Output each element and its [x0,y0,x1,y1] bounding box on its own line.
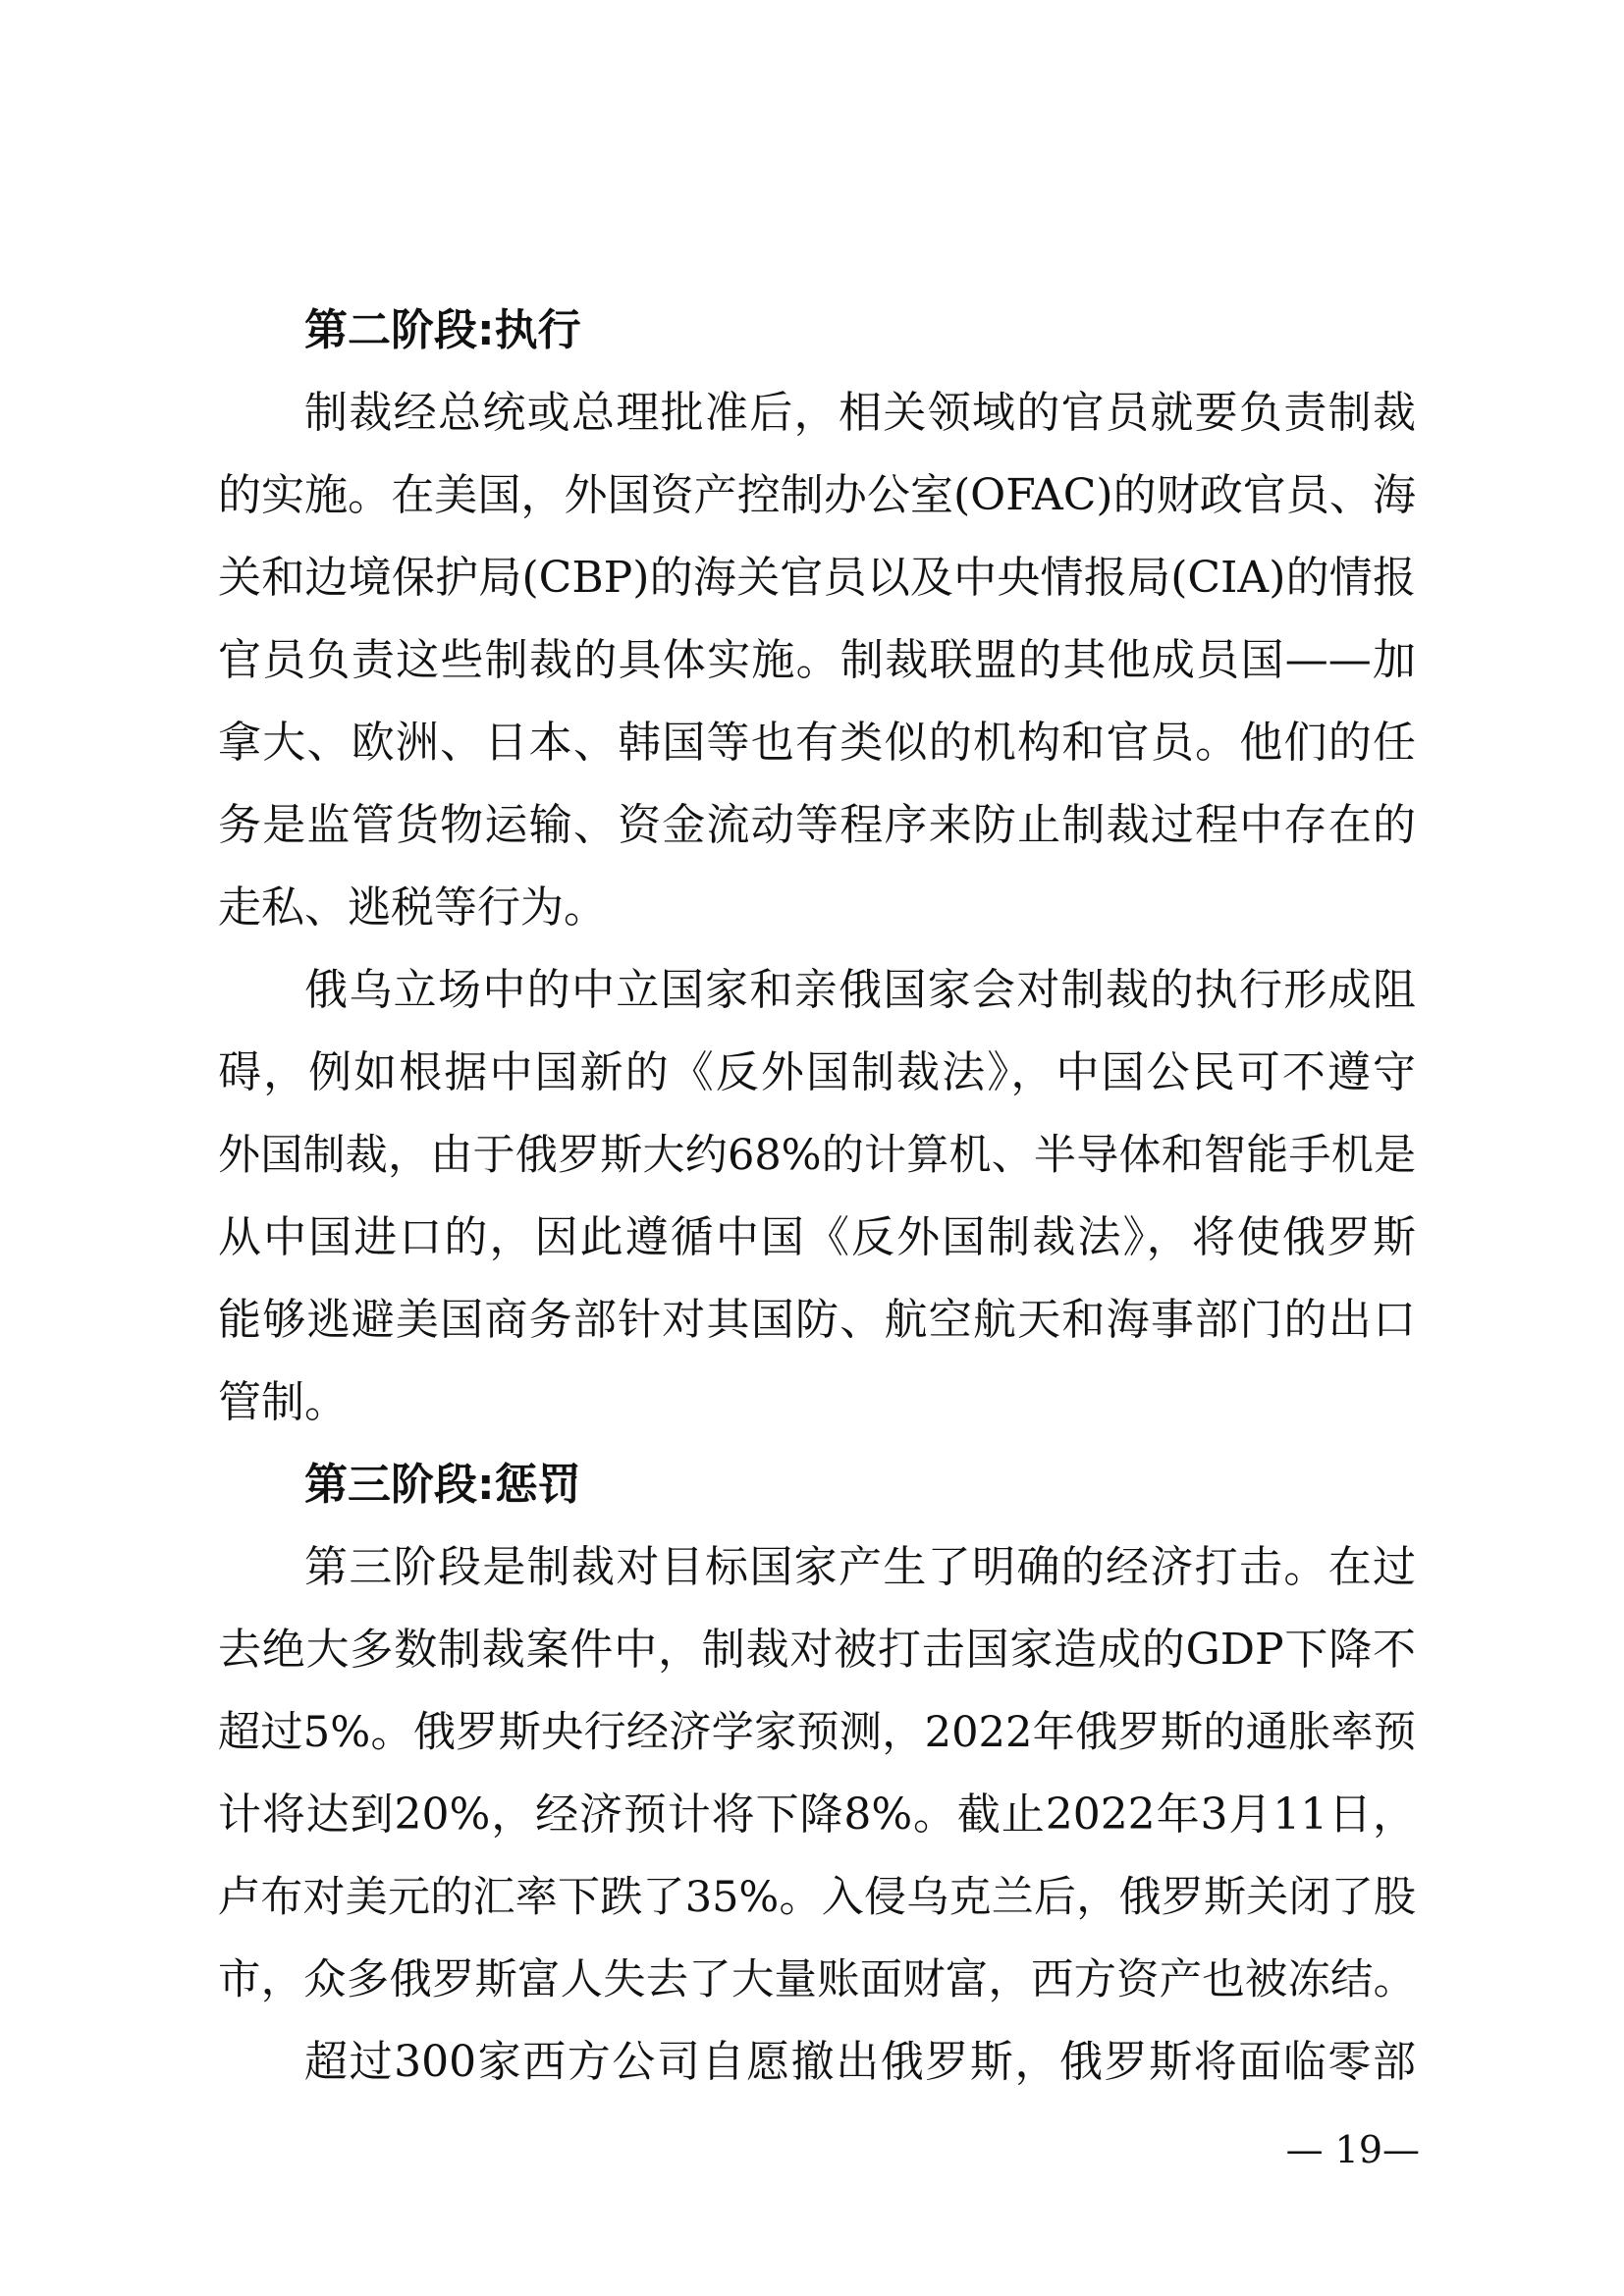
text-line: 管制。 [218,1377,348,1427]
text-line: 关和边境保护局(CBP)的海关官员以及中央情报局(CIA)的情报 [218,553,1416,603]
page-number: — 19— [1285,2128,1420,2171]
text-line: 超过300家西方公司自愿撤出俄罗斯，俄罗斯将面临零部 [304,2037,1416,2087]
text-line: 能够逃避美国商务部针对其国防、航空航天和海事部门的出口 [218,1295,1416,1345]
text-line: 拿大、欧洲、日本、韩国等也有类似的机构和官员。他们的任 [218,718,1416,768]
text-line: 卢布对美元的汇率下跌了35%。入侵乌克兰后，俄罗斯关闭了股 [218,1873,1416,1922]
text-line: 制裁经总统或总理批准后，相关领域的官员就要负责制裁 [304,388,1416,438]
section-heading-stage-three: 第三阶段:惩罚 [304,1460,581,1510]
text-line: 市，众多俄罗斯富人失去了大量账面财富，西方资产也被冻结。 [218,1955,1416,2004]
text-line: 从中国进口的，因此遵循中国《反外国制裁法》，将使俄罗斯 [218,1212,1416,1262]
text-line: 官员负责这些制裁的具体实施。制裁联盟的其他成员国——加 [218,635,1416,685]
text-line: 走私、逃税等行为。 [218,882,607,933]
text-line: 务是监管货物运输、资金流动等程序来防止制裁过程中存在的 [218,800,1416,850]
text-line: 俄乌立场中的中立国家和亲俄国家会对制裁的执行形成阻 [304,965,1416,1015]
paragraph-enforcement [218,372,1416,949]
paragraph-western-companies [218,2021,1416,2104]
text-line: 去绝大多数制裁案件中，制裁对被打击国家造成的GDP下降不 [218,1625,1416,1675]
page-content [218,290,1416,2104]
text-line: 第三阶段是制裁对目标国家产生了明确的经济打击。在过 [304,1542,1416,1592]
text-line: 超过5%。俄罗斯央行经济学家预测，2022年俄罗斯的通胀率预 [218,1708,1416,1757]
paragraph-neutral-countries [218,949,1416,1444]
text-line: 计将达到20%，经济预计将下降8%。截止2022年3月11日， [218,1789,1416,1840]
text-line: 的实施。在美国，外国资产控制办公室(OFAC)的财政官员、海 [218,470,1416,520]
text-line: 碍，例如根据中国新的《反外国制裁法》，中国公民可不遵守 [218,1047,1416,1097]
section-heading-stage-two: 第二阶段:执行 [304,305,581,355]
paragraph-punishment [218,1526,1416,2021]
text-line: 外国制裁，由于俄罗斯大约68%的计算机、半导体和智能手机是 [218,1131,1416,1180]
